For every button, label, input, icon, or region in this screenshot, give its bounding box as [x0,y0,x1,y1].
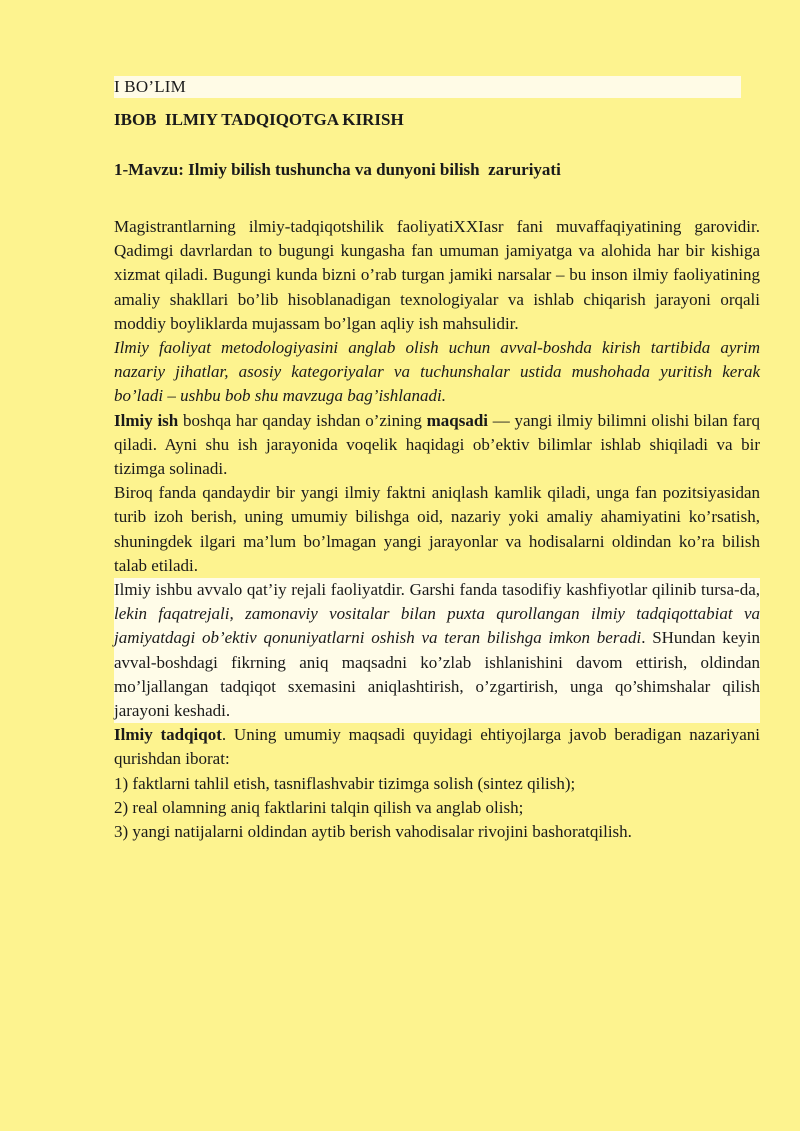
paragraph-text: — yangi ilmiy bilimni olishi bilan farq qiladi. Ayni shu ish jarayonida voqelik haqidagi ob’ektiv bilimlar ishlab shiqiladi va bir tizimga solinadi. [114,410,760,479]
paragraph-scientific-work [114,409,760,482]
paragraph-text: . SHundan keyin avval-boshdagi fikrning aniq maqsadni ko’zlab ishlanishini davom ettirish, oldindan mo’ljallangan tadqiqot sxemasini aniqlashtirish, o’zgartirish, unga qo’shimshalar qilish jarayoni keshadi. [114,628,760,721]
paragraph-methodology [114,336,760,409]
term-maqsadi: maqsadi [426,410,489,430]
list-item-3: 3) yangi natijalarni oldindan aytib berish vahodisalar rivojini bashoratqilish. [114,822,632,842]
paragraph-text: boshqa har qanday ishdan o’zining [178,410,427,430]
topic-heading: 1-Mavzu: Ilmiy bilish tushuncha va dunyoni bilish zaruriyati [114,160,561,179]
methodology-italic: Ilmiy faoliyat metodologiyasini anglab olish uchun avval-boshda kirish tartibida ayrim nazariy jihatlar, asosiy kategoriyalar va tuchunshalar ustida mushohada yuritish kerak bo’ladi – ushbu bob shu mavzuga bag’ishlanadi. [114,338,760,406]
list-item-2: 2) real olamning aniq faktlarini talqin qilish va anglab olish; [114,797,524,817]
paragraph-research [114,723,760,771]
term-ilmiy-tadqiqot: Ilmiy tadqiqot [114,725,222,745]
paragraph-text: . Uning umumiy maqsadi quyidagi ehtiyojlarga javob beradigan nazariyani qurishdan iborat: [114,725,761,769]
paragraph-planned-activity [114,578,760,723]
chapter-heading: IBOB ILMIY TADQIQOTGA KIRISH [114,110,404,129]
term-ilmiy-ish: Ilmiy ish [114,410,179,430]
section-label: I BO’LIM [114,77,186,96]
list-item-1: 1) faktlarni tahlil etish, tasniflashvabir tizimga solish (sintez qilish); [114,773,576,793]
section-highlight [114,76,741,98]
document-body [114,215,760,844]
paragraph-new-fact: Biroq fanda qandaydir bir yangi ilmiy faktni aniqlash kamlik qiladi, unga fan pozitsiyasidan turib izoh berish, uning umumiy bilishga oid, nazariy yoki amaliy ahamiyatini ko’rsatish, shuningdek ilgari ma’lum bo’lmagan yangi jarayonlar va hodisalarni oldindan ko’ra bilish talab etiladi. [114,483,760,575]
planned-activity-italic: lekin faqatrejali, zamonaviy vositalar bilan puxta qurollangan ilmiy tadqiqottabiat va jamiyatdagi ob’ektiv qonuniyatlarni oshish va teran bilishga imkon beradi [114,604,760,648]
paragraph-intro: Magistrantlarning ilmiy-tadqiqotshilik faoliyatiXXIasr fani muvaffaqiyatining garovidir. Qadimgi davrlardan to bugungi kungasha fan umuman jamiyatga va alohida har bir kishiga xizmat qiladi. Bugungi kunda bizni o’rab turgan jamiki narsalar – bu inson ilmiy faoliyatining amaliy shakllari bo’lib hisoblanadigan texnologiyalar va ishlab chiqarish jarayoni orqali moddiy boyliklarda mujassam bo’lgan aqliy ish mahsulidir. [114,217,760,333]
paragraph-text: Ilmiy ishbu avvalo qat’iy rejali faoliyatdir. Garshi fanda tasodifiy kashfiyotlar qilinib tursa-da, [114,580,760,600]
